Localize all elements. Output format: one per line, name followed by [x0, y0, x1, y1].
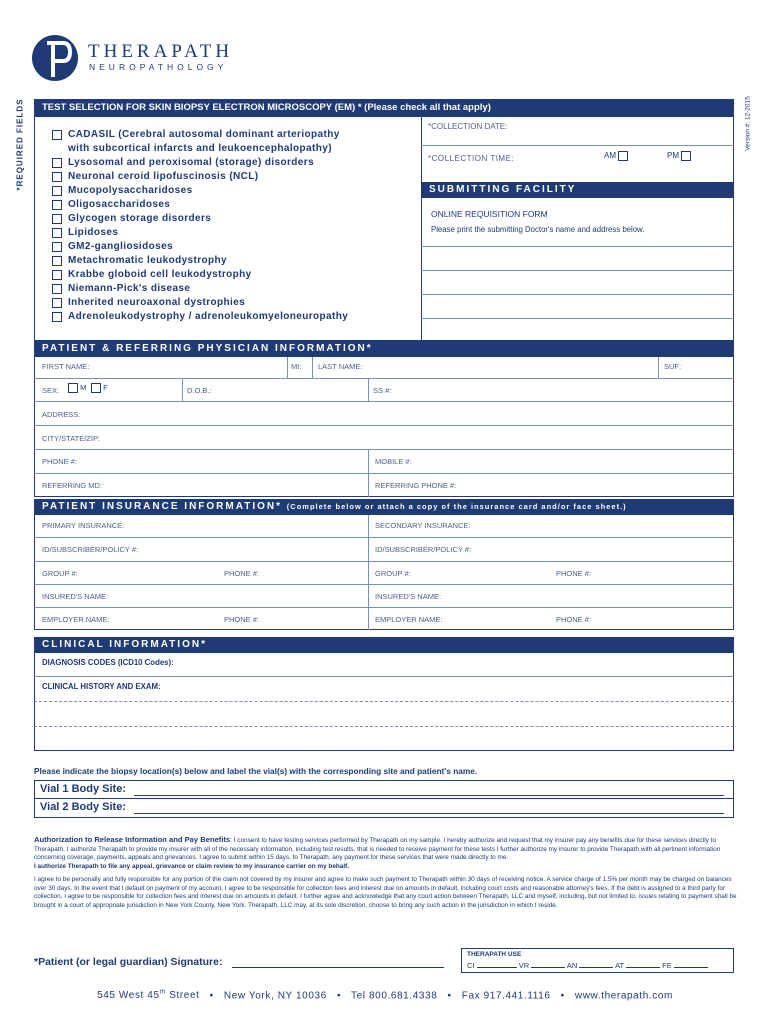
dob-label: D.O.B.:: [187, 386, 212, 395]
test-option-metachromatic[interactable]: Metachromatic leukodystrophy: [52, 254, 417, 268]
clinical-history-label: CLINICAL HISTORY AND EXAM:: [42, 682, 161, 691]
test-checkbox[interactable]: [52, 130, 62, 140]
test-option-cadasil[interactable]: CADASIL (Cerebral autosomal dominant arteriopathy with subcortical infarcts and leukoencephalopathy): [52, 128, 417, 156]
biopsy-instructions: Please indicate the biopsy location(s) below and label the vial(s) with the corresponding site and patient's name.: [34, 766, 478, 776]
secondary-insured-label: INSURED'S NAME:: [375, 592, 442, 601]
brand-subtitle: NEUROPATHOLOGY: [89, 62, 228, 72]
therapath-use-fields: CI VR AN AT FE: [467, 961, 708, 970]
footer-tel: Tel 800.681.4338: [351, 990, 438, 1002]
ss-label: SS #:: [373, 386, 392, 395]
test-selection-title: TEST SELECTION FOR SKIN BIOPSY ELECTRON MICROSCOPY (EM) * (Please check all that apply): [34, 99, 734, 117]
clinical-section: [34, 637, 734, 751]
primary-employer-label: EMPLOYER NAME:: [42, 615, 110, 624]
primary-insured-label: INSURED'S NAME:: [42, 592, 109, 601]
footer-address: 545 West 45th Street: [97, 990, 200, 1002]
clinical-title: CLINICAL INFORMATION*: [34, 637, 734, 653]
first-name-label: FIRST NAME:: [42, 362, 90, 371]
secondary-group-label: GROUP #:: [375, 569, 411, 578]
secondary-phone-label: PHONE #:: [556, 569, 592, 578]
suffix-label: SUF:: [664, 362, 682, 371]
patient-title: PATIENT & REFERRING PHYSICIAN INFORMATION*: [34, 341, 734, 357]
insurance-section: [34, 499, 734, 630]
test-checkbox[interactable]: [52, 298, 62, 308]
referring-phone-label: REFERRING PHONE #:: [375, 481, 457, 490]
referring-md-label: REFERRING MD:: [42, 481, 102, 490]
test-checkbox[interactable]: [52, 256, 62, 266]
signature-line[interactable]: [232, 967, 444, 968]
test-option-lipidoses[interactable]: Lipidoses: [52, 226, 417, 240]
test-option-glycogen[interactable]: Glycogen storage disorders: [52, 212, 417, 226]
logo: [30, 33, 80, 83]
insurance-title: PATIENT INSURANCE INFORMATION* (Complete below or attach a copy of the insurance card and/or face sheet.): [34, 499, 734, 515]
city-state-zip-label: CITY/STATE/ZIP:: [42, 434, 101, 443]
test-checkbox[interactable]: [52, 228, 62, 238]
test-option-krabbe[interactable]: Krabbe globoid cell leukodystrophy: [52, 268, 417, 282]
test-option-oligosaccharidoses[interactable]: Oligosaccharidoses: [52, 198, 417, 212]
test-checkbox[interactable]: [52, 270, 62, 280]
footer-fax: Fax 917.441.1116: [461, 990, 551, 1002]
test-option-gm2[interactable]: GM2-gangliosidoses: [52, 240, 417, 254]
secondary-employer-phone-label: PHONE #:: [556, 615, 592, 624]
primary-phone-label: PHONE #:: [224, 569, 260, 578]
test-option-niemann-pick[interactable]: Niemann-Pick's disease: [52, 282, 417, 296]
test-option-neuroaxonal[interactable]: Inherited neuroaxonal dystrophies: [52, 296, 417, 310]
test-checkbox[interactable]: [52, 242, 62, 252]
diagnosis-codes-label: DIAGNOSIS CODES (ICD10 Codes):: [42, 658, 174, 667]
test-checkbox[interactable]: [52, 172, 62, 182]
test-option-mucopolysaccharidoses[interactable]: Mucopolysaccharidoses: [52, 184, 417, 198]
address-label: ADDRESS:: [42, 410, 81, 419]
signature-label: *Patient (or legal guardian) Signature:: [34, 956, 223, 968]
test-checkbox[interactable]: [52, 214, 62, 224]
vial-2-line[interactable]: [134, 813, 724, 814]
last-name-label: LAST NAME:: [318, 362, 363, 371]
pm-option[interactable]: PM: [667, 151, 691, 161]
sex-label: SEX:: [42, 386, 60, 395]
test-list: [52, 128, 417, 324]
online-requisition-label: ONLINE REQUISITION FORM: [431, 209, 548, 219]
vial-2-label: Vial 2 Body Site:: [40, 801, 126, 813]
secondary-insurance-label: SECONDARY INSURANCE:: [375, 521, 471, 530]
am-option[interactable]: AM: [604, 151, 628, 161]
test-checkbox[interactable]: [52, 186, 62, 196]
therapath-logo-icon: [30, 33, 80, 83]
required-fields-label: *REQUIRED FIELDS: [15, 98, 25, 191]
secondary-employer-label: EMPLOYER NAME:: [375, 615, 443, 624]
test-checkbox[interactable]: [52, 158, 62, 168]
authorization-text: Authorization to Release Information and Pay Benefits: I consent to have testing services performed by Therapath on my sample. I hereby authorize and request that my insurer pay any benefits due for these services directly to Therapath. I authorize Therapath to provide my insurer with all of the necessary information, including test results, that is needed to receive payment for these tests I further authorize my insurer to provide Therapath with all pertinent information concerning coverage, payments, appeals and grievances. I agree to submit within 15 days, to Therapath, any payment for these services that were made directly to me. I authorize Therapath to file any appeal, grievance or claim review to my insurance carrier on my behalf.: [34, 835, 721, 870]
responsibility-text: I agree to be personally and fully responsible for any portion of the claim not covered by my insurer and agree to make such payment to Therapath within 30 days of receiving notice. A service charge of 1.5% per month may be charged on balances over 30 days. In the event that I default on payment of my account, I agree to be responsible for collection fees and interest due on amounts in default, including court costs and reasonable attorney's fees. If the debt is assigned to a third party for collection, I agree to be responsible for collection fees and interest due on amounts in default. I further agree and acknowledge that any court action between Therapath, LLC and myself, including, but not limited to, issues relating to payment shall be brought in a court of appropriate jurisdiction in New York County, New York. Therapath, LLC may, at its sole discretion, choose to bring any such action in the jurisdiction in which I reside.: [34, 876, 737, 909]
test-checkbox[interactable]: [52, 284, 62, 294]
primary-insurance-label: PRIMARY INSURANCE:: [42, 521, 125, 530]
footer-city: New York, NY 10036: [223, 990, 327, 1002]
female-checkbox[interactable]: [91, 383, 101, 393]
am-checkbox[interactable]: [618, 151, 628, 161]
mobile-label: MOBILE #:: [375, 457, 412, 466]
test-option-ncl[interactable]: Neuronal ceroid lipofuscinosis (NCL): [52, 170, 417, 184]
sex-female-option[interactable]: F: [91, 383, 108, 393]
facility-instructions: Please print the submitting Doctor's name and address below.: [431, 225, 645, 234]
therapath-use-title: THERAPATH USE: [467, 951, 522, 958]
vial-1-line[interactable]: [134, 795, 724, 796]
mi-label: MI:: [291, 362, 302, 371]
version-label: Version #: 12-2015: [744, 96, 752, 151]
footer-website-link[interactable]: www.therapath.com: [574, 990, 673, 1002]
primary-group-label: GROUP #:: [42, 569, 78, 578]
male-checkbox[interactable]: [68, 383, 78, 393]
collection-date-label: *COLLECTION DATE:: [428, 122, 508, 131]
primary-id-label: ID/SUBSCRIBER/POLICY #:: [42, 545, 139, 554]
primary-employer-phone-label: PHONE #:: [224, 615, 260, 624]
test-option-adrenoleukodystrophy[interactable]: Adrenoleukodystrophy / adrenoleukomyeloneuropathy: [52, 310, 417, 324]
test-checkbox[interactable]: [52, 312, 62, 322]
sex-male-option[interactable]: M: [68, 383, 86, 393]
test-checkbox[interactable]: [52, 200, 62, 210]
secondary-id-label: ID/SUBSCRIBER/POLICY #:: [375, 545, 472, 554]
vial-1-label: Vial 1 Body Site:: [40, 783, 126, 795]
collection-time-label: *COLLECTION TIME:: [428, 154, 515, 163]
top-divider: [421, 117, 422, 341]
submitting-facility-title: SUBMITTING FACILITY: [421, 182, 734, 198]
phone-label: PHONE #:: [42, 457, 78, 466]
brand-name: THERAPATH: [88, 41, 234, 62]
footer: 545 West 45th Street • New York, NY 10036 • Tel 800.681.4338 • Fax 917.441.1116 • www.therapath.com: [97, 990, 673, 1002]
pm-checkbox[interactable]: [681, 151, 691, 161]
test-option-lysosomal[interactable]: Lysosomal and peroxisomal (storage) disorders: [52, 156, 417, 170]
